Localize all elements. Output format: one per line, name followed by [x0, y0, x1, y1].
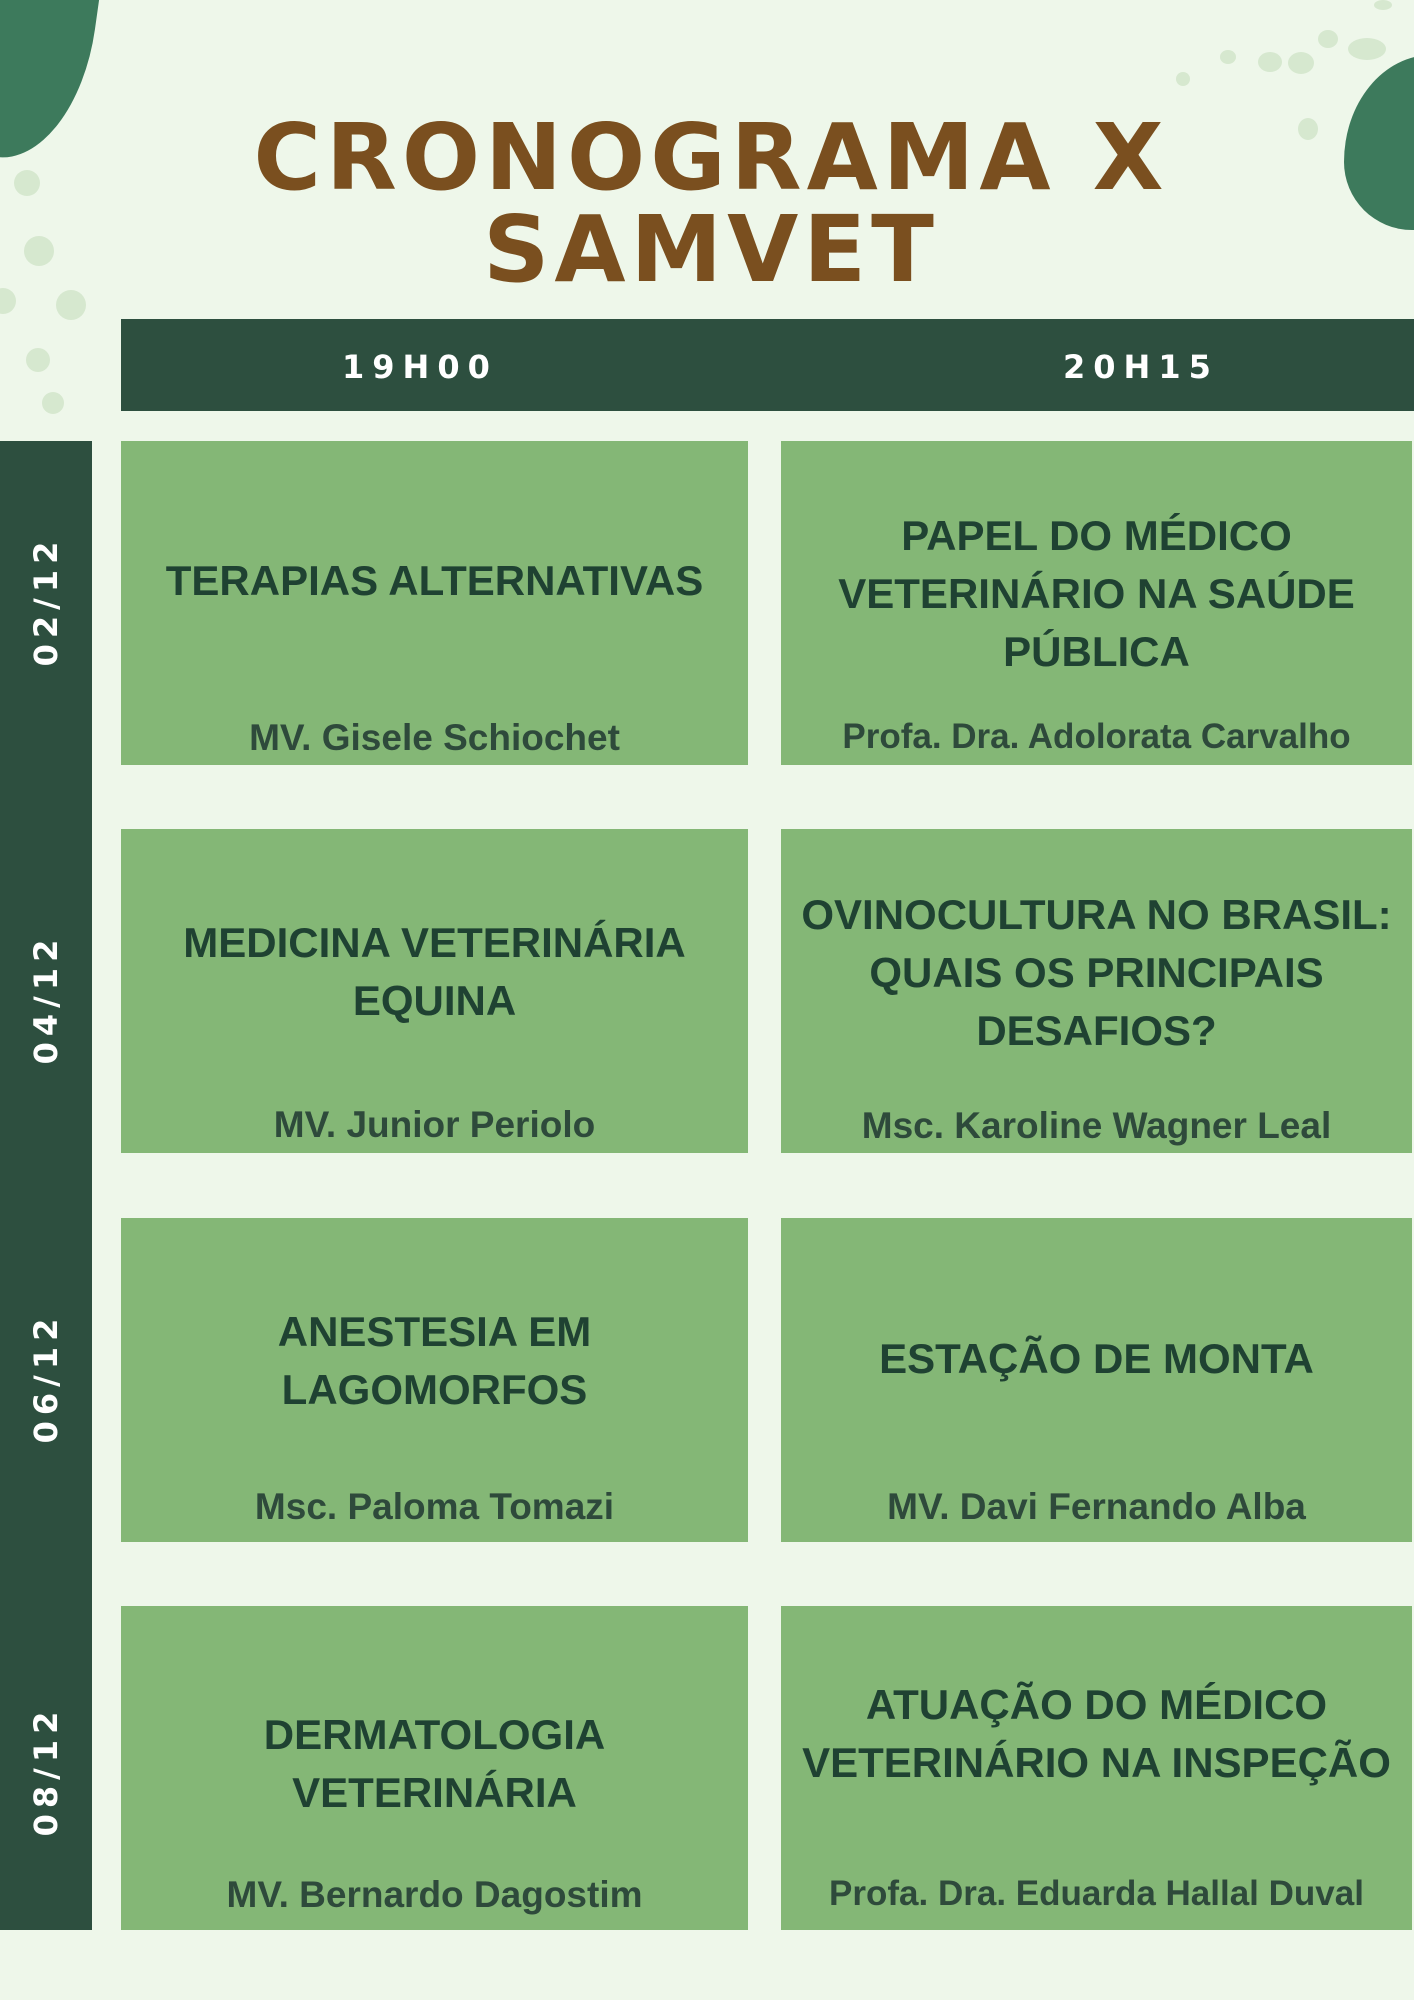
date-label: 02/12 — [27, 535, 65, 667]
decorative-dot — [26, 348, 50, 372]
session-topic: DERMATOLOGIA VETERINÁRIA — [263, 1711, 606, 1816]
session-cell — [121, 441, 748, 765]
decorative-dot — [1288, 52, 1314, 74]
session-speaker: MV. Bernardo Dagostim — [226, 1874, 643, 1915]
decorative-dot — [1258, 52, 1282, 72]
session-speaker: Profa. Dra. Adolorata Carvalho — [842, 717, 1351, 756]
session-cell — [781, 1606, 1412, 1930]
decorative-dot — [1318, 30, 1338, 48]
date-label: 06/12 — [27, 1312, 65, 1444]
decorative-dot — [1220, 50, 1236, 64]
session-topic: MEDICINA VETERINÁRIA EQUINA — [183, 919, 686, 1024]
decorative-dot — [1348, 38, 1386, 60]
session-cell — [781, 441, 1412, 765]
session-speaker: Msc. Karoline Wagner Leal — [861, 1105, 1332, 1146]
session-speaker: MV. Junior Periolo — [273, 1104, 596, 1145]
decorative-dot — [42, 392, 64, 414]
session-topic: PAPEL DO MÉDICO VETERINÁRIO NA SAÚDE PÚBLICA — [838, 512, 1355, 675]
session-topic: TERAPIAS ALTERNATIVAS — [165, 557, 704, 604]
session-topic: ANESTESIA EM LAGOMORFOS — [277, 1308, 592, 1413]
date-label: 08/12 — [27, 1705, 65, 1837]
session-topic: OVINOCULTURA NO BRASIL: QUAIS OS PRINCIPAIS DESAFIOS? — [801, 891, 1392, 1054]
session-speaker: MV. Gisele Schiochet — [249, 717, 620, 758]
session-cell — [121, 1606, 748, 1930]
date-side-bar — [0, 441, 92, 1930]
session-cell — [121, 829, 748, 1153]
decorative-dot — [1176, 72, 1190, 86]
page-title: CRONOGRAMA X SAMVET — [253, 104, 1169, 303]
decorative-dot — [1374, 0, 1392, 10]
session-speaker: MV. Davi Fernando Alba — [887, 1486, 1306, 1527]
session-speaker: Msc. Paloma Tomazi — [254, 1486, 615, 1527]
session-cell — [781, 829, 1412, 1153]
time-header-bar — [121, 319, 1414, 411]
session-cell — [121, 1218, 748, 1542]
time-label-second: 20H15 — [1063, 348, 1219, 386]
session-topic: ESTAÇÃO DE MONTA — [879, 1335, 1314, 1382]
time-label-first: 19H00 — [342, 348, 498, 386]
date-label: 04/12 — [27, 933, 65, 1065]
session-speaker: Profa. Dra. Eduarda Hallal Duval — [829, 1874, 1364, 1913]
session-topic: ATUAÇÃO DO MÉDICO VETERINÁRIO NA INSPEÇÃO — [802, 1681, 1391, 1786]
session-cell — [781, 1218, 1412, 1542]
